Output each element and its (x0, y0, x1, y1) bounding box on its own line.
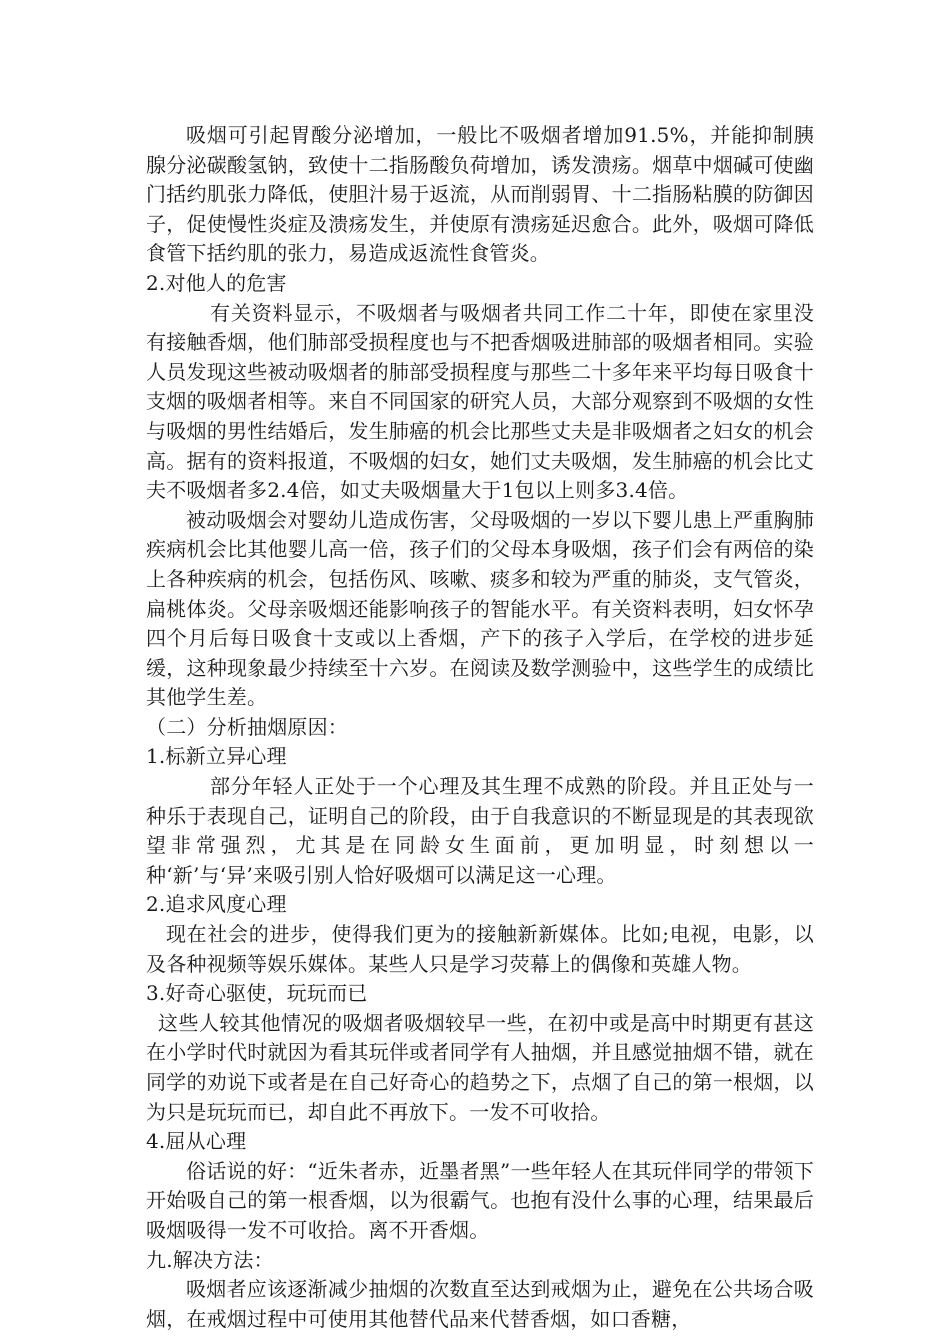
heading-reason-2: 2.追求风度心理 (146, 892, 287, 917)
paragraph-reason-1: 部分年轻人正处于一个心理及其生理不成熟的阶段。并且正处与一种乐于表现自己，证明自己的阶段，由于自我意识的不断显现是的其表现欲望非常强烈，尤其是在同龄女生面前，更加明显，时刻想以一种‘新’与‘异’来吸引别人恰好吸烟可以满足这一心理。 (146, 774, 814, 887)
heading-solution: 九.解决方法： (146, 1247, 274, 1272)
paragraph-reason-3: 这些人较其他情况的吸烟者吸烟较早一些，在初中或是高中时期更有甚这在小学时代时就因为看其玩伴或者同学有人抽烟，并且感觉抽烟不错，就在同学的劝说下或者是在自己好奇心的趋势之下，点烟了自己的第一根烟，以为只是玩玩而已，却自此不再放下。一发不可收拾。 (146, 1010, 814, 1124)
paragraph-passive-smoking-adults: 有关资料显示，不吸烟者与吸烟者共同工作二十年，即使在家里没有接触香烟，他们肺部受损程度也与不把香烟吸进肺部的吸烟者相同。实验人员发现这些被动吸烟者的肺部受损程度与那些二十多年来平均每日吸食十支烟的吸烟者相等。来自不同国家的研究人员，大部分观察到不吸烟的女性与吸烟的男性结婚后，发生肺癌的机会比那些丈夫是非吸烟者之妇女的机会高。据有的资料报道，不吸烟的妇女，她们丈夫吸烟，发生肺癌的机会比丈夫不吸烟者多2.4倍，如丈夫吸烟量大于1包以上则多3.4倍。 (146, 300, 814, 503)
heading-analysis-reasons: （二）分析抽烟原因： (146, 714, 348, 739)
paragraph-reason-4: 俗话说的好：“近朱者赤，近墨者黑”一些年轻人在其玩伴同学的带领下开始吸自己的第一根香烟，以为很霸气。也抱有没什么事的心理，结果最后吸烟吸得一发不可收拾。离不开香烟。 (146, 1158, 814, 1242)
heading-reason-1: 1.标新立异心理 (146, 744, 287, 769)
document-page (146, 121, 814, 1334)
paragraph-solution: 吸烟者应该逐渐减少抽烟的次数直至达到戒烟为止，避免在公共场合吸烟，在戒烟过程中可使用其他替代品来代替香烟，如口香糖， (146, 1277, 814, 1331)
paragraph-reason-2: 现在社会的进步，使得我们更为的接触新新媒体。比如;电视，电影，以及各种视频等娱乐媒体。某些人只是学习荧幕上的偶像和英雄人物。 (146, 922, 814, 976)
paragraph-stomach-effects: 吸烟可引起胃酸分泌增加，一般比不吸烟者增加91.5%，并能抑制胰腺分泌碳酸氢钠，致使十二指肠酸负荷增加，诱发溃疡。烟草中烟碱可使幽门括约肌张力降低，使胆汁易于返流，从而削弱胃、十二指肠粘膜的防御因子，促使慢性炎症及溃疡发生，并使原有溃疡延迟愈合。此外，吸烟可降低食管下括约肌的张力，易造成返流性食管炎。 (146, 123, 814, 266)
paragraph-passive-smoking-children: 被动吸烟会对婴幼儿造成伤害，父母吸烟的一岁以下婴儿患上严重胸肺疾病机会比其他婴儿高一倍，孩子们的父母本身吸烟，孩子们会有两倍的染上各种疾病的机会，包括伤风、咳嗽、痰多和较为严重的肺炎，支气管炎，扁桃体炎。父母亲吸烟还能影响孩子的智能水平。有关资料表明，妇女怀孕四个月后每日吸食十支或以上香烟，产下的孩子入学后，在学校的进步延缓，这种现象最少持续至十六岁。在阅读及数学测验中，这些学生的成绩比其他学生差。 (146, 507, 814, 710)
heading-reason-4: 4.屈从心理 (146, 1129, 247, 1154)
heading-reason-3: 3.好奇心驱使，玩玩而已 (146, 981, 368, 1006)
heading-harm-to-others: 2.对他人的危害 (146, 270, 287, 295)
